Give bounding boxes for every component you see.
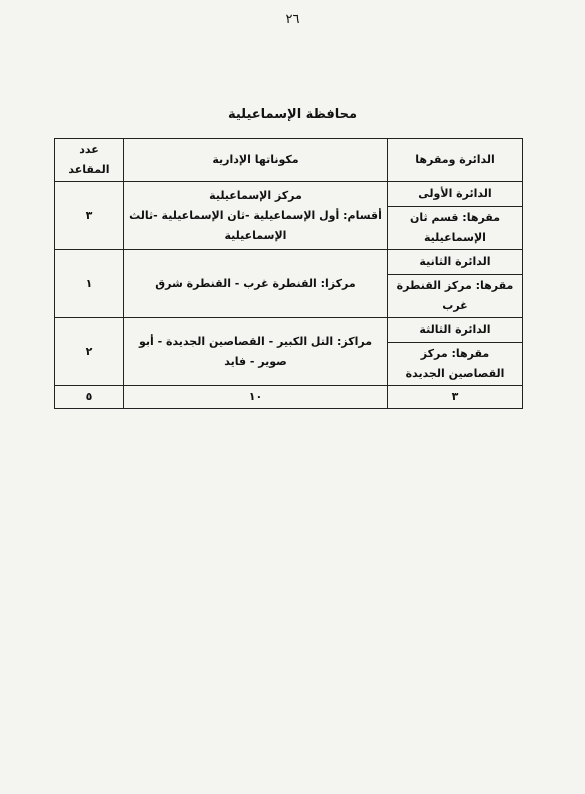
district-2-seat: مقرها: مركز القنطرة غرب [388, 275, 523, 318]
page-title: محافظة الإسماعيلية [227, 107, 358, 122]
page-number: ٢٦ [285, 12, 300, 27]
district-2-seats: ١ [55, 250, 124, 318]
district-1-components-line1: مركز الإسماعيلية [209, 188, 302, 202]
header-seats: عدد المقاعد [55, 139, 124, 182]
header-components: مكوناتها الإدارية [124, 139, 388, 182]
district-1-name: الدائرة الأولى [388, 182, 523, 207]
district-1-components [124, 182, 388, 250]
district-3-components: مراكز: التل الكبير - القصاصين الجديدة - أبو صوير - فايد [124, 318, 388, 386]
district-3-name: الدائرة الثالثة [388, 318, 523, 343]
district-1-seats: ٣ [55, 182, 124, 250]
total-seats: ٥ [55, 386, 124, 409]
district-1-seat: مقرها: قسم ثان الإسماعيلية [388, 207, 523, 250]
table-row [55, 250, 523, 275]
district-3-seat: مقرها: مركز القصاصين الجديدة [388, 343, 523, 386]
district-2-name: الدائرة الثانية [388, 250, 523, 275]
table-header-row [55, 139, 523, 182]
district-2-components: مركزا: القنطرة غرب - القنطرة شرق [124, 250, 388, 318]
district-3-seats: ٢ [55, 318, 124, 386]
districts-table [54, 138, 523, 409]
table-row [55, 318, 523, 343]
district-1-components-line2: أقسام: أول الإسماعيلية -ثان الإسماعيلية -ثالث الإسماعيلية [129, 208, 382, 242]
table-totals-row [55, 386, 523, 409]
table-row [55, 182, 523, 207]
header-district: الدائرة ومقرها [388, 139, 523, 182]
total-districts: ٣ [388, 386, 523, 409]
total-components: ١٠ [124, 386, 388, 409]
